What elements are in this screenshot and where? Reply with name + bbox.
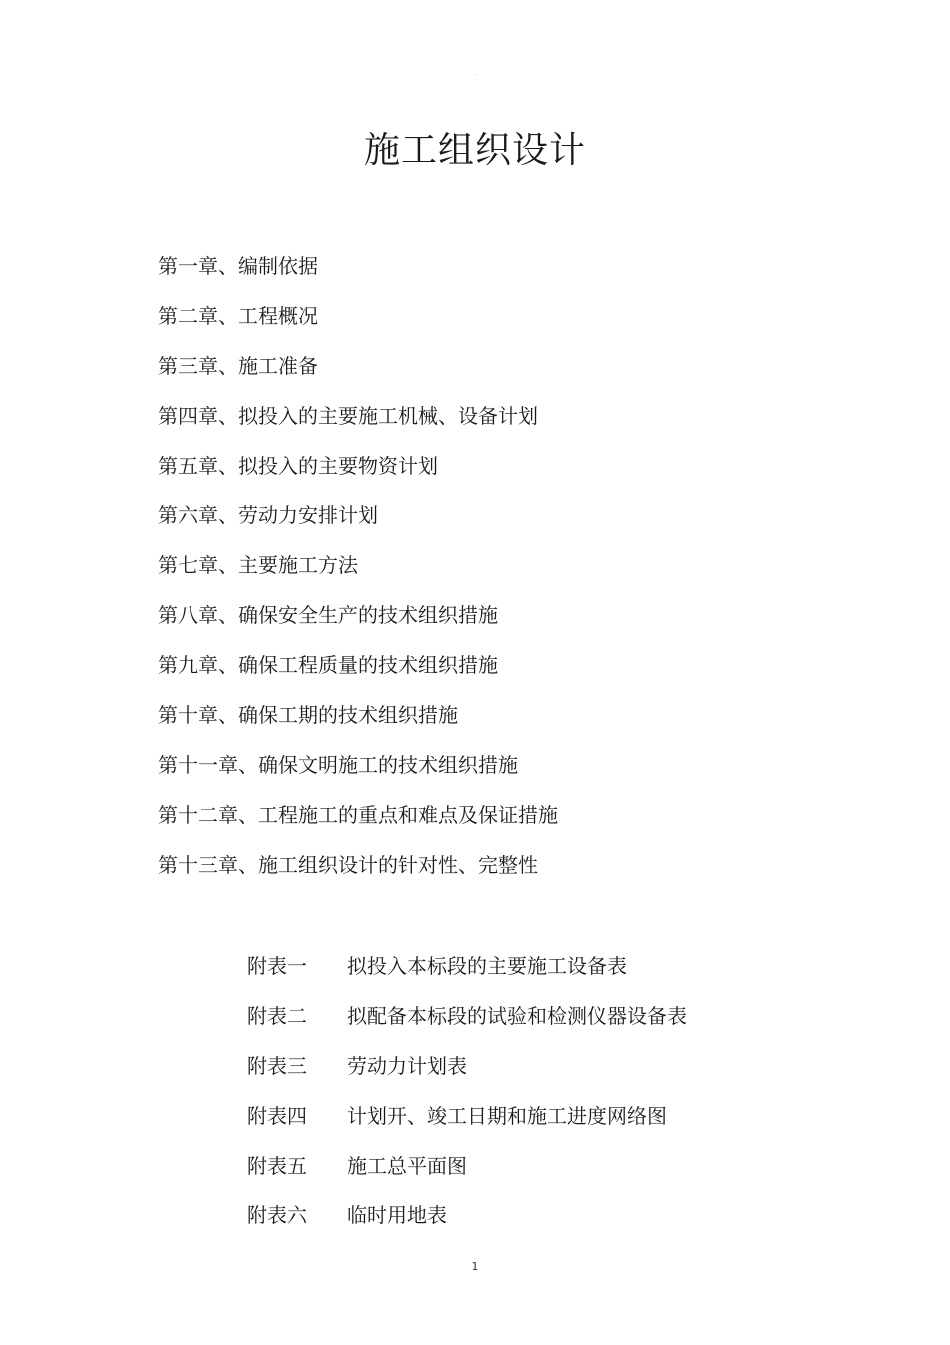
- appendix-text: 拟投入本标段的主要施工设备表: [347, 954, 627, 978]
- page-number: 1: [471, 1260, 479, 1273]
- chapter-list: [158, 252, 558, 901]
- appendix-text: 计划开、竣工日期和施工进度网络图: [347, 1103, 667, 1128]
- chapter-item: 第九章、确保工程质量的技术组织措施: [158, 653, 498, 678]
- appendix-label: 附表四: [247, 1103, 307, 1128]
- appendix-item: [247, 1002, 687, 1052]
- chapter-item: 第六章、劳动力安排计划: [158, 503, 378, 528]
- appendix-text: 施工总平面图: [347, 1153, 467, 1178]
- appendix-item: [247, 1052, 687, 1102]
- appendix-label: 附表五: [247, 1153, 307, 1178]
- document-title: 施工组织设计: [363, 130, 586, 171]
- chapter-item: 第一章、编制依据: [158, 254, 318, 278]
- appendix-item: [247, 1102, 687, 1152]
- appendix-text: 拟配备本标段的试验和检测仪器设备表: [347, 1003, 687, 1028]
- appendix-label: 附表六: [247, 1203, 307, 1228]
- chapter-item: 第十三章、施工组织设计的针对性、完整性: [158, 852, 538, 877]
- appendix-list: [247, 952, 687, 1251]
- appendix-item: [247, 1152, 687, 1202]
- chapter-item: 第三章、施工准备: [158, 353, 318, 378]
- chapter-item: 第八章、确保安全生产的技术组织措施: [158, 603, 498, 628]
- appendix-text: 临时用地表: [347, 1203, 447, 1228]
- appendix-text: 劳动力计划表: [347, 1053, 467, 1078]
- appendix-item: [247, 952, 687, 1002]
- chapter-item: 第十章、确保工期的技术组织措施: [158, 703, 458, 728]
- chapter-item: 第二章、工程概况: [158, 303, 318, 328]
- appendix-label: 附表二: [247, 1003, 307, 1028]
- chapter-item: 第五章、拟投入的主要物资计划: [158, 453, 438, 478]
- header-mark: .: [474, 70, 476, 77]
- appendix-item: [247, 1201, 687, 1251]
- chapter-item: 第七章、主要施工方法: [158, 553, 358, 578]
- appendix-label: 附表一: [247, 954, 307, 978]
- chapter-item: 第十二章、工程施工的重点和难点及保证措施: [158, 802, 558, 827]
- chapter-item: 第四章、拟投入的主要施工机械、设备计划: [158, 403, 538, 428]
- chapter-item: 第十一章、确保文明施工的技术组织措施: [158, 752, 518, 777]
- appendix-label: 附表三: [247, 1053, 307, 1078]
